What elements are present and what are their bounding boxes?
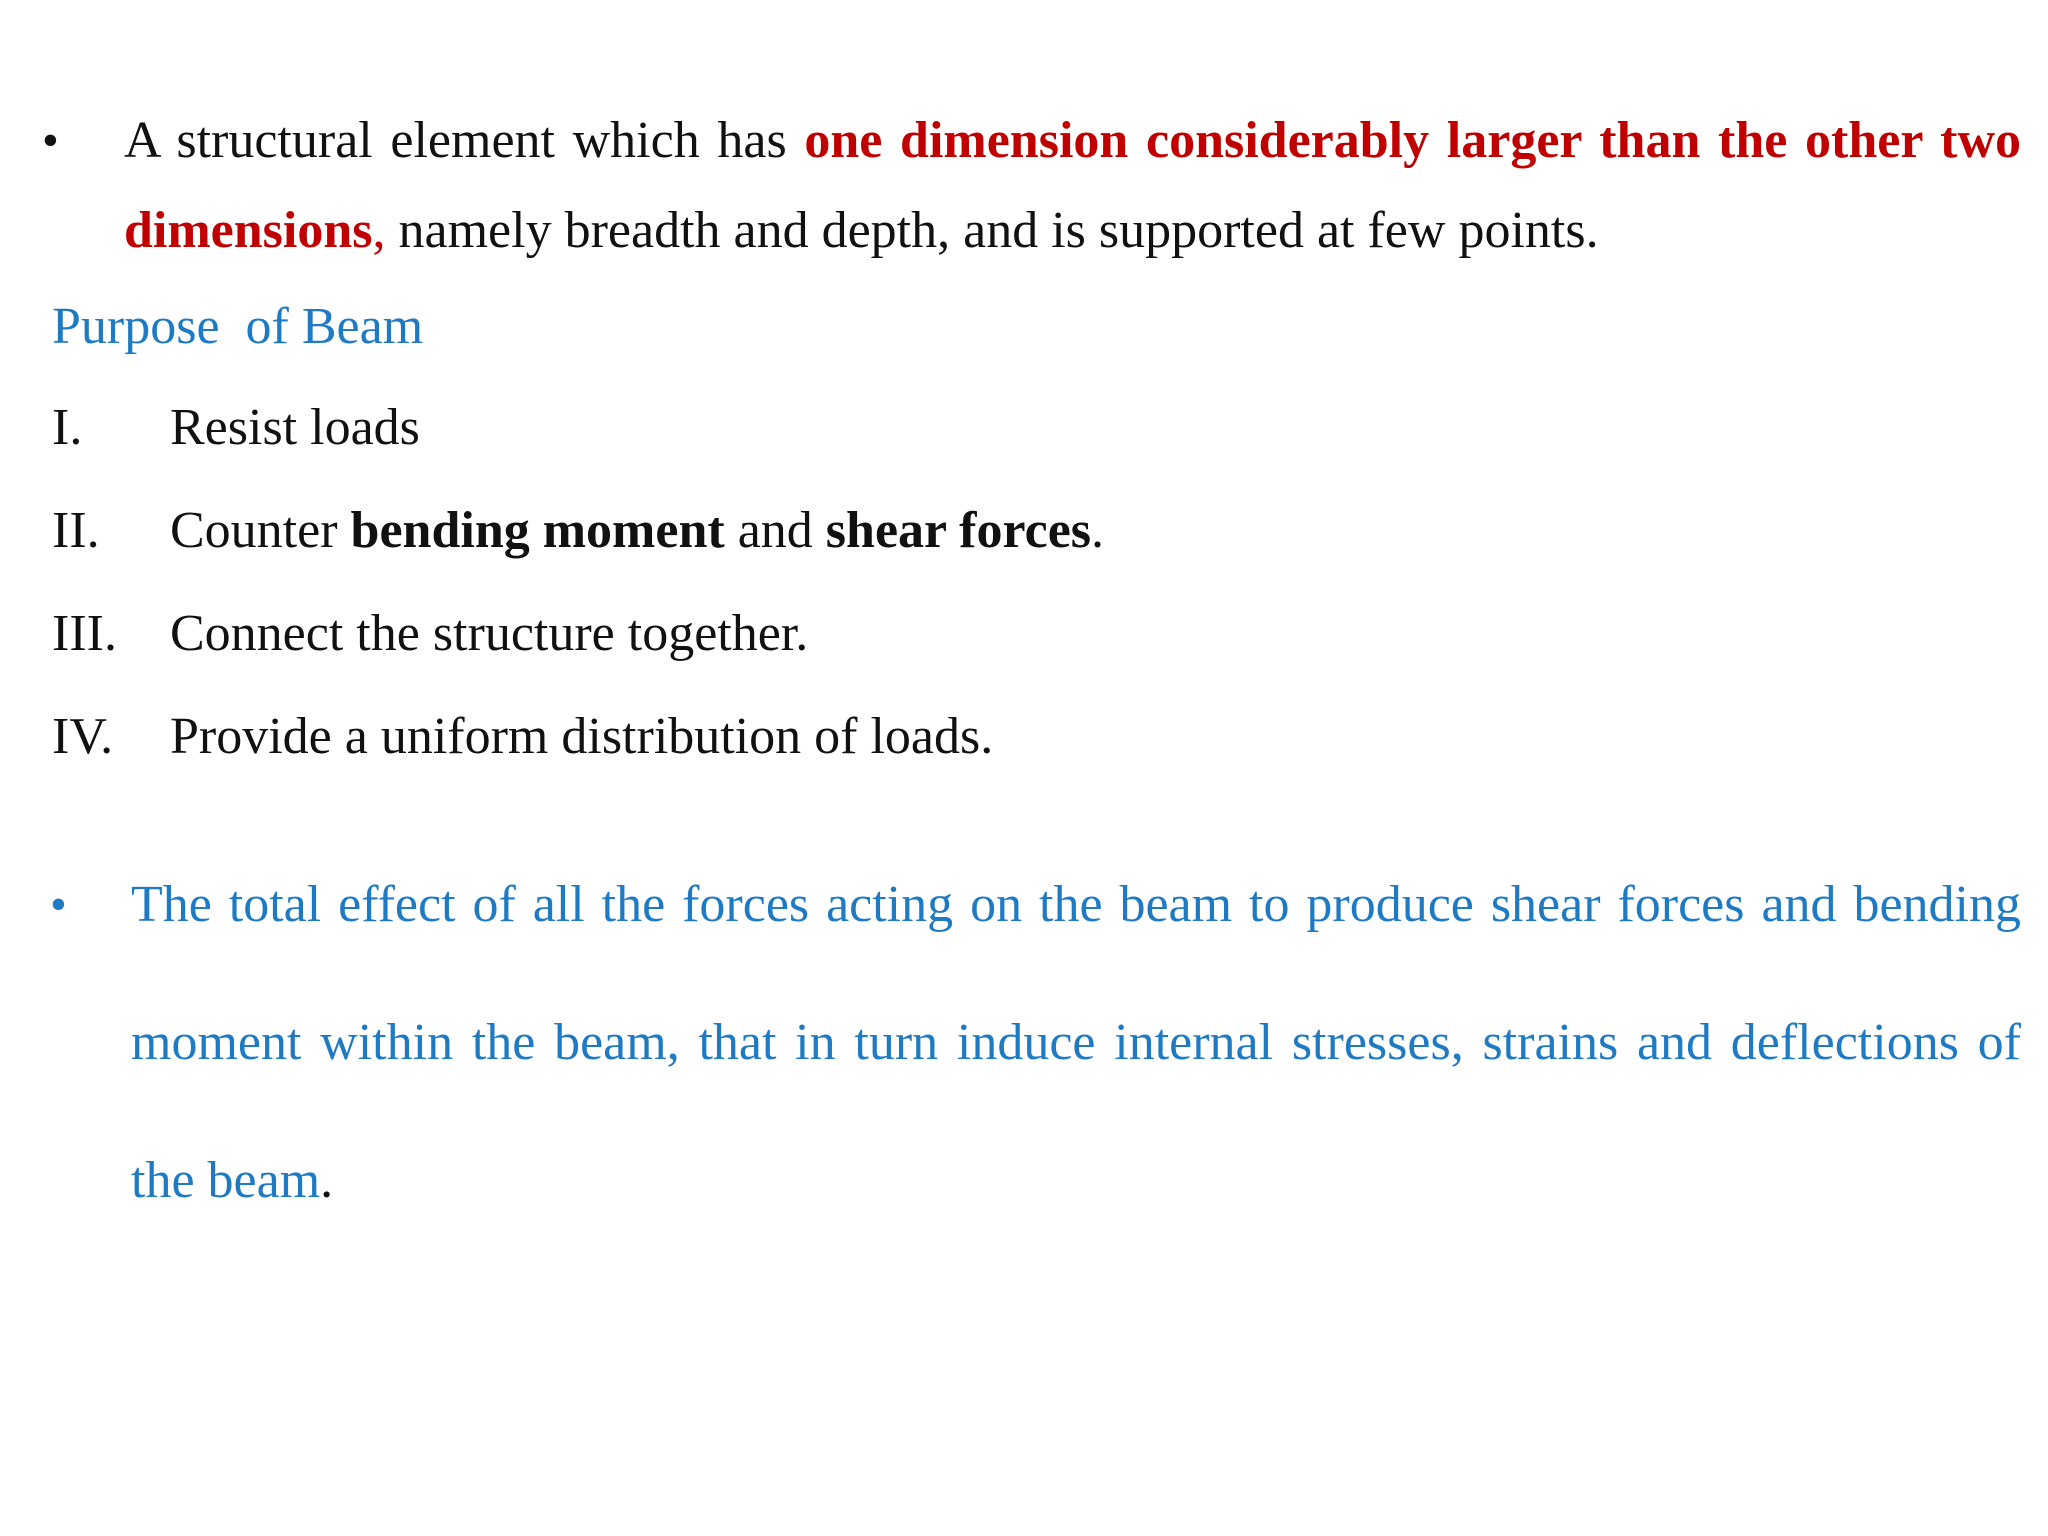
list-text: Connect the structure together. [170, 605, 809, 662]
effect-bullet [50, 836, 2025, 1250]
definition-bullet [42, 96, 2022, 276]
effect-period: . [320, 1152, 334, 1209]
list-text-bold-bending: bending moment [350, 502, 725, 559]
section-heading: Purpose of Beam [52, 298, 424, 355]
bullet-dot: • [42, 114, 59, 167]
list-text [170, 498, 1104, 564]
list-text: Resist loads [170, 399, 420, 456]
list-item [52, 704, 1952, 807]
definition-rest: namely breadth and depth, and is supported at few points. [385, 202, 1599, 259]
list-text-pre: Counter [170, 502, 351, 559]
list-numeral: I. [52, 399, 83, 456]
list-text: Provide a uniform distribution of loads. [170, 708, 994, 765]
list-numeral: III. [52, 605, 117, 662]
list-item [52, 601, 1952, 704]
definition-intro: A structural element which has [124, 112, 805, 169]
list-item [52, 395, 1952, 498]
list-text-post: . [1091, 502, 1105, 559]
bullet-dot: • [50, 878, 67, 931]
definition-comma: , [372, 202, 386, 259]
definition-paragraph [124, 96, 2021, 276]
list-text-bold-shear: shear forces [825, 502, 1092, 559]
list-item [52, 498, 1952, 601]
list-numeral: II. [52, 502, 100, 559]
definition-highlight: one dimension considerably larger than the other two dimensions [124, 112, 2021, 259]
list-numeral: IV. [52, 708, 114, 765]
effect-text: The total effect of all the forces acting on the beam to produce shear forces and bending moment within the beam, that in turn induce internal stresses, strains and deflections of the beam [131, 876, 2021, 1209]
effect-paragraph [131, 836, 2021, 1250]
purpose-list [52, 395, 1952, 807]
list-text-mid: and [724, 502, 826, 559]
